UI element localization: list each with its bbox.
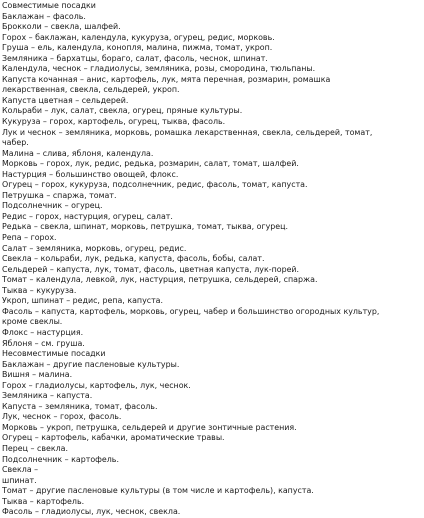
text-line: Свекла – кольраби, лук, редька, капуста, фасоль, бобы, салат. <box>2 254 265 264</box>
text-line: шпинат. <box>2 475 37 485</box>
text-line: Подсолнечник – огурец. <box>2 201 103 211</box>
text-line: Репа – горох. <box>2 233 57 243</box>
text-line: Петрушка – спаржа, томат. <box>2 190 117 200</box>
text-line: Земляника – капуста. <box>2 391 93 401</box>
text-line: Редис – горох, настурция, огурец, салат. <box>2 211 173 221</box>
text-line: Лук и чеснок – земляника, морковь, ромашка лекарственная, свекла, сельдерей, томат, <box>2 127 373 137</box>
text-line: кроме свеклы. <box>2 317 63 327</box>
text-line: Тыква – картофель. <box>2 496 85 506</box>
text-line: Томат – календула, левкой, лук, настурция, петрушка, сельдерей, спаржа. <box>2 275 318 285</box>
text-line: Яблоня – см. груша. <box>2 338 85 348</box>
text-line: Огурец – горох, кукуруза, подсолнечник, редис, фасоль, томат, капуста. <box>2 180 308 190</box>
text-line: Сельдерей – капуста, лук, томат, фасоль, цветная капуста, лук-порей. <box>2 264 300 274</box>
text-line: Морковь – горох, лук, редис, редька, розмарин, салат, томат, шалфей. <box>2 159 299 169</box>
text-line: Лук, чеснок – горох, фасоль. <box>2 412 122 422</box>
text-line: Кольраби – лук, салат, свекла, огурец, пряные культуры. <box>2 106 243 116</box>
text-line: Брокколи – свекла, шалфей. <box>2 22 121 32</box>
text-line: Флокс – настурция. <box>2 327 84 337</box>
text-line: Томат – другие пасленовые культуры (в том числе и картофель), капуста. <box>2 486 314 496</box>
text-line: Баклажан – другие пасленовые культуры. <box>2 359 180 369</box>
text-line: Груша – ель, календула, конопля, малина, пижма, томат, укроп. <box>2 43 273 53</box>
text-line: чабер. <box>2 138 29 148</box>
text-line: лекарственная, свекла, сельдерей, укроп. <box>2 85 180 95</box>
text-line: Тыква – кукуруза. <box>2 285 77 295</box>
text-line: Кукуруза – горох, картофель, огурец, тыква, фасоль. <box>2 117 226 127</box>
text-line: Огурец – картофель, кабачки, ароматические травы. <box>2 433 225 443</box>
text-line: Морковь – укроп, петрушка, сельдерей и другие зонтичные растения. <box>2 422 297 432</box>
text-line: Вишня – малина. <box>2 370 73 380</box>
text-line: Фасоль – капуста, картофель, морковь, огурец, чабер и большинство огородных культур, <box>2 306 380 316</box>
text-line: Баклажан – фасоль. <box>2 11 86 21</box>
text-line: Салат – земляника, морковь, огурец, редис. <box>2 243 187 253</box>
text-line: Малина – слива, яблоня, календула. <box>2 148 154 158</box>
text-line: Редька – свекла, шпинат, морковь, петрушка, томат, тыква, огурец. <box>2 222 289 232</box>
text-line: Несовместимые посадки <box>2 349 106 359</box>
text-line: Капуста – земляника, томат, фасоль. <box>2 401 158 411</box>
text-line: Настурция – большинство овощей, флокс. <box>2 169 179 179</box>
text-line: Укроп, шпинат – редис, репа, капуста. <box>2 296 164 306</box>
text-line: Свекла – <box>2 465 39 475</box>
text-line: Перец – свекла. <box>2 443 68 453</box>
text-line: Фасоль – гладиолусы, лук, чеснок, свекла. <box>2 507 181 517</box>
text-line: Капуста кочанная – анис, картофель, лук, мята перечная, розмарин, ромашка <box>2 74 331 84</box>
text-line: Земляника – бархатцы, бораго, салат, фасоль, чеснок, шпинат. <box>2 53 268 63</box>
text-line: Капуста цветная – сельдерей. <box>2 95 129 105</box>
text-line: Горох – гладиолусы, картофель, лук, чеснок. <box>2 380 191 390</box>
text-line: Календула, чеснок – гладиолусы, земляника, розы, смородина, тюльпаны. <box>2 64 316 74</box>
text-line: Совместимые посадки <box>2 1 96 10</box>
text-line: Подсолнечник – картофель. <box>2 454 119 464</box>
text-line: Горох – баклажан, календула, кукуруза, огурец, редис, морковь. <box>2 32 275 42</box>
